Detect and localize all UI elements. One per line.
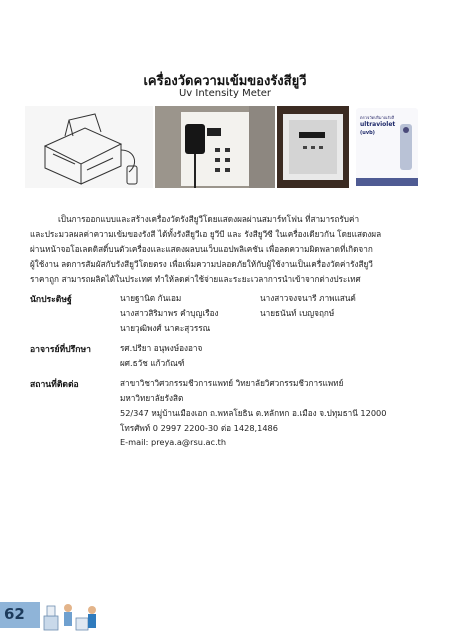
inventor-name: นางสาวสิริมาพร คำบุญเรือง [120,308,219,318]
contact-address: 52/347 หมู่บ้านเมืองเอก ถ.พหลโยธิน ต.หลักหก อ.เมือง จ.ปทุมธานี 12000 [120,408,387,418]
page-number-badge [0,602,40,628]
advisors-label: อาจารย์ที่ปรึกษา [30,345,91,355]
contact-line: สาขาวิชาวิศวกรรมชีวการแพทย์ วิทยาลัยวิศวกรรมชีวการแพทย์ [120,378,344,388]
inventor-name: นางสาวจงจนารี ภาพแสนค์ [260,293,356,303]
description-line: และประมวลผลค่าความเข้มของรังสี ได้ทั้งรังสียูวีเอ ยูวีบี และ รังสียูวีซี ในเครื่องเดียวกัน โดยแสดงผล [30,229,382,239]
phone-screen-line-1: ตรวจวัดปริมาณรังสี [360,115,395,120]
inventor-name: นายฐานิต กันเอม [120,293,182,303]
page-subtitle: Uv Intensity Meter [178,88,272,99]
description-line: เป็นการออกแบบและสร้างเครื่องวัดรังสียูวีโดยแสดงผลผ่านสมาร์ทโฟน ที่สามารถรับค่า [58,214,360,224]
description-line: ราคาถูก สามารถผลิตได้ในประเทศ ทำให้ลดค่าใช้จ่ายและระยะเวลาการนำเข้าจากต่างประเทศ [30,274,361,284]
device-display-photo [277,106,349,188]
contact-line: มหาวิทยาลัยรังสิต [120,393,184,403]
page-number: 62 [4,605,25,623]
phone-app-screenshot [352,106,422,188]
description-line: ผ่านหน้าจอโอเลดดิสดิ์บนตัวเครื่องและแสดงผลบนเว็บแอปพลิเคชัน เพื่อลดความผิดพลาดที่เกิดจาก [30,244,373,254]
advisor-name: รศ.ปรียา อนุพงษ์องอาจ [120,343,203,353]
description-line: ผู้ใช้งาน ลดการสัมผัสกับรังสียูวีโดยตรง เพื่อเพิ่มความปลอดภัยให้กับผู้ใช้งานเป็นเครื่องวัดค่ารังสียูวี [30,259,373,269]
phone-screen-line-2: ultraviolet [360,121,396,128]
contact-phone: โทรศัพท์ 0 2997 2200-30 ต่อ 1428,1486 [120,423,278,433]
phone-screen-line-3: (uvb) [360,130,375,136]
inventor-name: นายวุฒิพงศ์ นาคะสุวรรณ [120,323,211,333]
device-sketch-image [25,106,153,188]
inventor-name: นายธนันท์ เบญจฤกษ์ [260,308,335,318]
contact-email[interactable]: E-mail: preya.a@rsu.ac.th [120,437,227,447]
footer-illustration [42,598,102,634]
page-title: เครื่องวัดความเข้มของรังสียูวี [143,74,307,89]
description-paragraph [30,212,422,287]
contact-label: สถานที่ติดต่อ [30,380,79,390]
inventors-label: นักประดิษฐ์ [30,295,72,305]
wall-device-photo [155,106,275,188]
advisor-name: ผศ.ธวัช แก้วกัณฑ์ [120,358,185,368]
